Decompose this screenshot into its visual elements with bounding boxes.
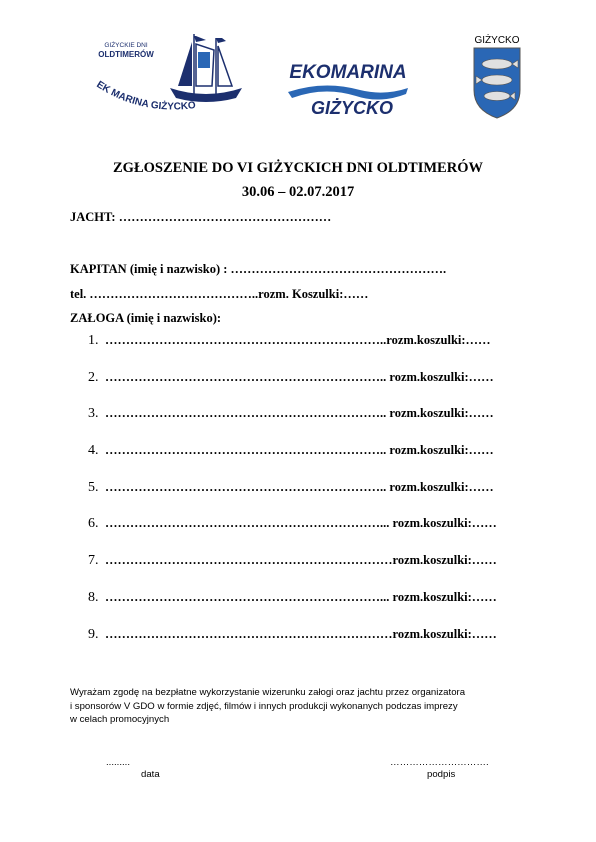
- consent-text: [70, 686, 465, 727]
- phone-shirt-field: tel. …………………………………..rozm. Koszulki:……: [70, 287, 369, 301]
- crew-row-number: 9.: [88, 626, 99, 642]
- crew-row-number: 2.: [88, 369, 99, 385]
- crew-row: [88, 480, 497, 517]
- captain-field: KAPITAN (imię i nazwisko) : …………………………………………….: [70, 262, 447, 276]
- crew-heading: ZAŁOGA (imię i nazwisko):: [70, 311, 222, 325]
- consent-line: Wyrażam zgodę na bezpłatne wykorzystanie wizerunku załogi oraz jachtu przez organizatora: [70, 687, 466, 698]
- crew-row-line: ………………………………………………………….. rozm.koszulki:……: [105, 479, 494, 494]
- crew-row: [88, 627, 497, 664]
- crew-row: [88, 553, 497, 590]
- form-dates: 30.06 – 02.07.2017: [241, 184, 355, 200]
- crew-row-number: 7.: [88, 553, 99, 569]
- crew-row-number: 1.: [88, 333, 99, 348]
- logo-right-name: GIŻYCKO: [474, 35, 520, 46]
- gizycko-coat-of-arms: [462, 32, 532, 120]
- crew-row-line: ……………………………………………………………rozm.koszulki:……: [105, 553, 497, 568]
- crew-row-number: 4.: [88, 443, 99, 459]
- sailboat-icon: [170, 34, 242, 102]
- logo-left-arc: EK MARINA GIŻYCKO: [94, 79, 197, 113]
- oldtimery-logo: [86, 26, 246, 116]
- yacht-field: JACHT: ……………………………………………: [70, 210, 332, 224]
- crew-row-line: ………………………………………………………….. rozm.koszulki:……: [105, 406, 494, 421]
- crew-row-line: …………………………………………………………... rozm.koszulki:……: [105, 589, 497, 604]
- ekomarina-logo: [284, 58, 412, 124]
- logo-left-line2: OLDTIMERÓW: [98, 50, 154, 59]
- crew-row: [88, 516, 497, 553]
- crew-row-number: 5.: [88, 479, 99, 495]
- signature-line: ………………………….: [390, 757, 489, 768]
- crew-list: [88, 333, 497, 663]
- signature-label: podpis: [427, 769, 456, 780]
- crew-row: [88, 333, 497, 370]
- crew-row-line: …………………………………………………………..rozm.koszulki:……: [105, 333, 491, 347]
- crew-row: [88, 406, 497, 443]
- crew-row-line: …………………………………………………………... rozm.koszulki:……: [105, 516, 497, 531]
- crew-row-number: 8.: [88, 589, 99, 605]
- crew-row-line: ………………………………………………………….. rozm.koszulki:……: [105, 443, 494, 458]
- logo-left-line1: GIŻYCKIE DNI: [104, 42, 148, 49]
- logo-mid-top: EKOMARINA: [289, 62, 407, 83]
- crew-row-line: ………………………………………………………….. rozm.koszulki:……: [105, 369, 494, 384]
- form-title: ZGŁOSZENIE DO VI GIŻYCKICH DNI OLDTIMERÓW: [113, 160, 483, 176]
- crew-row: [88, 443, 497, 480]
- crew-row-line: ……………………………………………………………rozm.koszulki:……: [105, 626, 497, 641]
- consent-line: i sponsorów V GDO w formie zdjęć, filmów i innych produkcji wykonanych podczas imprezy: [70, 700, 458, 712]
- crew-row: [88, 370, 497, 407]
- crew-row-number: 3.: [88, 406, 99, 422]
- crew-row-number: 6.: [88, 516, 99, 532]
- date-signature-line: .........: [106, 757, 130, 768]
- crew-row: [88, 590, 497, 627]
- date-label: data: [141, 769, 160, 780]
- consent-line: w celach promocyjnych: [70, 714, 170, 725]
- logo-mid-bottom: GIŻYCKO: [310, 98, 394, 118]
